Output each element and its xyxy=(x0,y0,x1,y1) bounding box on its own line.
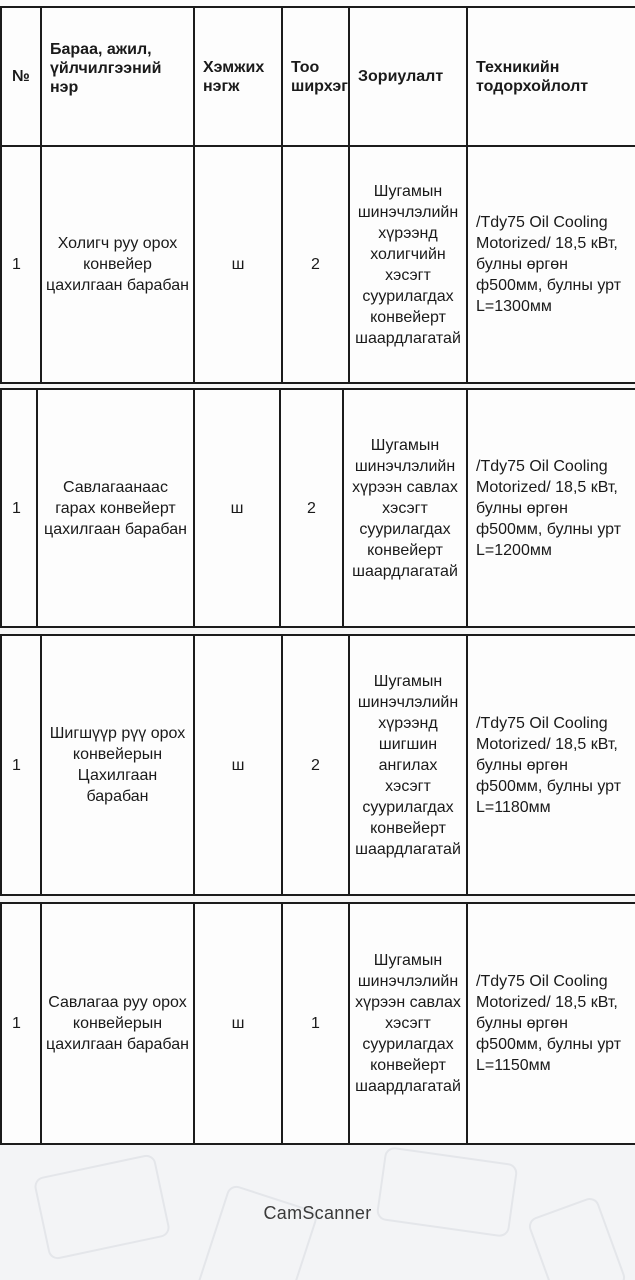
table-row xyxy=(1,389,635,627)
row-qty: 1 xyxy=(282,903,349,1144)
table-row xyxy=(1,903,635,1144)
row-qty: 2 xyxy=(282,146,349,383)
row-unit: ш xyxy=(194,146,282,383)
row-no: 1 xyxy=(1,146,41,383)
header-purpose: Зориулалт xyxy=(349,7,467,146)
camscanner-brand: CamScanner xyxy=(263,1203,372,1223)
row-unit: ш xyxy=(194,903,282,1144)
table-segment-4 xyxy=(0,902,635,1145)
header-no: № xyxy=(1,7,41,146)
spec-table-part-4 xyxy=(0,902,635,1145)
spec-table-part-3 xyxy=(0,634,635,896)
table-segment-3 xyxy=(0,634,635,896)
watermark-shape xyxy=(376,1146,519,1238)
row-name: Холигч руу орох конвейер цахилгаан барабан xyxy=(41,146,194,383)
row-no: 1 xyxy=(1,389,37,627)
row-spec: /Tdy75 Oil Cooling Motorized/ 18,5 кВт, булны өргөн ф500мм, булны урт L=1300мм xyxy=(467,146,635,383)
table-row xyxy=(1,635,635,895)
header-unit: Хэмжих нэгж xyxy=(194,7,282,146)
row-purpose: Шугамын шинэчлэлийн хүрээн савлах хэсэгт суурилагдах конвейерт шаардлагатай xyxy=(349,903,467,1144)
row-qty: 2 xyxy=(280,389,343,627)
row-spec: /Tdy75 Oil Cooling Motorized/ 18,5 кВт, булны өргөн ф500мм, булны урт L=1200мм xyxy=(467,389,635,627)
header-spec: Техникийн тодорхойлолт xyxy=(467,7,635,146)
spec-table-part-2 xyxy=(0,388,635,628)
row-purpose: Шугамын шинэчлэлийн хүрээнд холигчийн хэсэгт суурилагдах конвейерт шаардлагатай xyxy=(349,146,467,383)
row-no: 1 xyxy=(1,903,41,1144)
row-spec: /Tdy75 Oil Cooling Motorized/ 18,5 кВт, булны өргөн ф500мм, булны урт L=1180мм xyxy=(467,635,635,895)
header-item-name: Бараа, ажил, үйлчилгээний нэр xyxy=(41,7,194,146)
header-quantity: Тоо ширхэг xyxy=(282,7,349,146)
row-name: Савлагаа руу орох конвейерын цахилгаан барабан xyxy=(41,903,194,1144)
row-no: 1 xyxy=(1,635,41,895)
table-segment-1 xyxy=(0,6,635,384)
row-unit: ш xyxy=(194,389,280,627)
row-purpose: Шугамын шинэчлэлийн хүрээнд шигшин ангилах хэсэгт суурилагдах конвейерт шаардлагатай xyxy=(349,635,467,895)
row-spec: /Tdy75 Oil Cooling Motorized/ 18,5 кВт, булны өргөн ф500мм, булны урт L=1150мм xyxy=(467,903,635,1144)
row-purpose: Шугамын шинэчлэлийн хүрээн савлах хэсэгт суурилагдах конвейерт шаардлагатай xyxy=(343,389,467,627)
watermark-shape xyxy=(195,1183,320,1280)
header-row xyxy=(1,7,635,146)
table-segment-2 xyxy=(0,388,635,628)
row-name: Савлагаанаас гарах конвейерт цахилгаан барабан xyxy=(37,389,194,627)
row-unit: ш xyxy=(194,635,282,895)
table-row xyxy=(1,146,635,383)
row-name: Шигшүүр рүү орох конвейерын Цахилгаан барабан xyxy=(41,635,194,895)
row-qty: 2 xyxy=(282,635,349,895)
spec-table-part-1 xyxy=(0,6,635,384)
